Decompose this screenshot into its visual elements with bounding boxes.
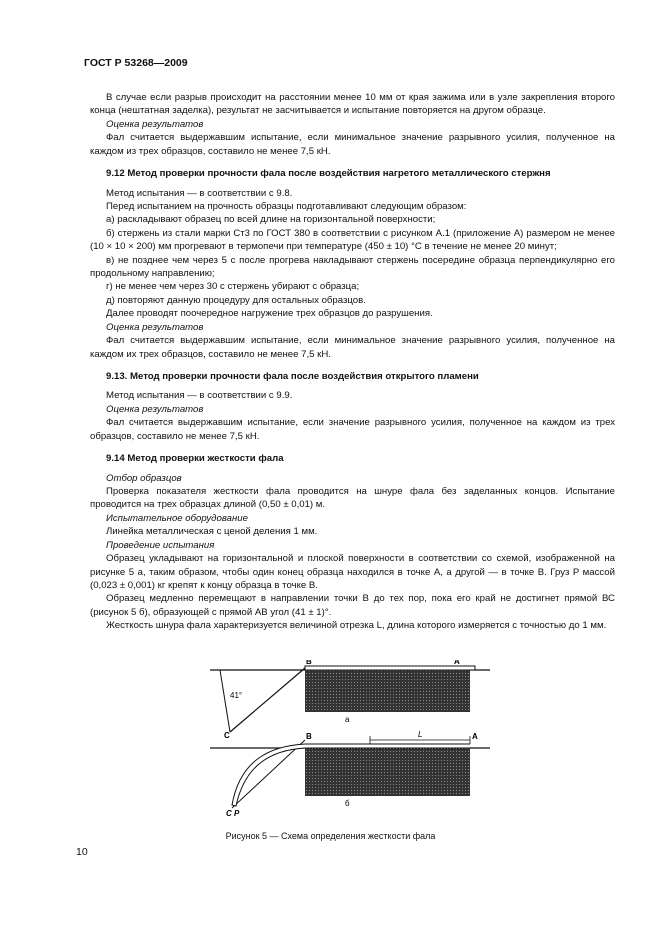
paragraph: Метод испытания — в соответствии с 9.9.: [106, 390, 293, 402]
paragraph: Линейка металлическая с ценой деления 1 мм.: [106, 526, 318, 538]
paragraph: Проверка показателя жесткости фала проводится на шнуре фала без заделанных концов. Испытание проводится на трех образцах длиной (0,50 ± 0,01) м.: [90, 485, 615, 511]
figure-caption: Рисунок 5 — Схема определения жесткости фала: [225, 831, 436, 841]
subheading-sampling: Отбор образцов: [106, 472, 182, 484]
section-heading-9-13: 9.13. Метод проверки прочности фала после воздействия открытого пламени: [106, 371, 479, 383]
paragraph: Образец укладывают на горизонтальной и плоской поверхности в соответствии со схемой, изображенной на рисунке 5 а, таким образом, чтобы один конец образца находился в точке А, а другой — в точке В. Груз P массой (0,023 ± 0,001) кг крепят к концу образца в точке В.: [90, 553, 615, 591]
subheading-results: Оценка результатов: [106, 321, 204, 333]
list-item: в) не позднее чем через 5 с после прогрева накладывают стержень посередине образца перпендикулярно его продольному направлению;: [90, 254, 615, 280]
list-item: д) повторяют данную процедуру для остальных образцов.: [106, 294, 366, 306]
table-block-b: [305, 748, 470, 796]
list-item: г) не менее чем через 30 с стержень убирают с образца;: [106, 281, 360, 293]
label-b-bottom: B: [306, 732, 312, 741]
paragraph: Перед испытанием на прочность образцы подготавливают следующим образом:: [106, 200, 467, 212]
subheading-equipment: Испытательное оборудование: [106, 512, 248, 524]
paragraph: Метод испытания — в соответствии с 9.8.: [106, 187, 293, 199]
label-a-bottom: A: [472, 732, 478, 741]
paragraph: Фал считается выдержавшим испытание, если минимальное значение разрывного усилия, полученное на каждом из трех образцов, составило не менее 7,5 кН.: [90, 132, 615, 157]
label-angle: 41°: [230, 691, 243, 700]
page-number: 10: [76, 846, 88, 858]
list-item: б) стержень из стали марки Ст3 по ГОСТ 380 в соответствии с рисунком А.1 (приложение А) размером не менее (10 × 10 × 200) мм прогревают в термопечи при температуре (450 ± 10) °С в течение не менее 20 минут;: [90, 227, 615, 253]
label-b-caption: б: [345, 799, 350, 808]
label-l: L: [418, 730, 423, 739]
subheading-procedure: Проведение испытания: [106, 539, 215, 551]
diagram-b: [210, 730, 490, 818]
label-a-top: A: [454, 660, 460, 666]
paragraph: В случае если разрыв происходит на расстоянии менее 10 мм от края зажима или в узле закрепления второго конца (нештатная заделка), результат не засчитывается и испытание повторяется на другом образце.: [90, 92, 615, 117]
paragraph: Далее проводят поочередное нагружение трех образцов до разрушения.: [106, 308, 433, 320]
line-bc-b: [232, 740, 305, 808]
paragraph: Образец медленно перемещают в направлении точки В до тех пор, пока его край не достигнет прямой ВС (рисунок 5 б), образующей с прямой АВ угол (41 ± 1)°.: [90, 593, 615, 618]
table-block-a: [305, 670, 470, 712]
label-c-top: C: [224, 731, 230, 740]
subheading-results: Оценка результатов: [106, 118, 204, 130]
list-item: а) раскладывают образец по всей длине на горизонтальной поверхности;: [106, 214, 436, 226]
section-heading-9-12: 9.12 Метод проверки прочности фала после воздействия нагретого металлического стержня: [106, 168, 551, 180]
subheading-results: Оценка результатов: [106, 403, 204, 415]
document-body: [90, 91, 615, 633]
label-cp: C P: [226, 809, 240, 818]
diagram-a: [210, 660, 490, 740]
sample-cord-a: [305, 666, 475, 670]
angle-arc: [220, 670, 230, 732]
stiffness-diagram: [200, 660, 500, 830]
paragraph: Фал считается выдержавшим испытание, если значение разрывного усилия, полученное на каждом из трех образцов, составило не менее 7,5 кН.: [90, 417, 615, 442]
line-bc: [230, 668, 305, 732]
paragraph: Жесткость шнура фала характеризуется величиной отрезка L, длина которого измеряется с точностью до 1 мм.: [106, 620, 607, 632]
paragraph: Фал считается выдержавшим испытание, если минимальное значение разрывного усилия, полученное на каждом их трех образцов, составило не менее 7,5 кН.: [90, 335, 615, 360]
document-header: ГОСТ Р 53268—2009: [84, 57, 188, 69]
label-b-top: B: [306, 660, 312, 666]
section-heading-9-14: 9.14 Метод проверки жесткости фала: [106, 453, 284, 465]
label-a-caption: а: [345, 715, 350, 724]
